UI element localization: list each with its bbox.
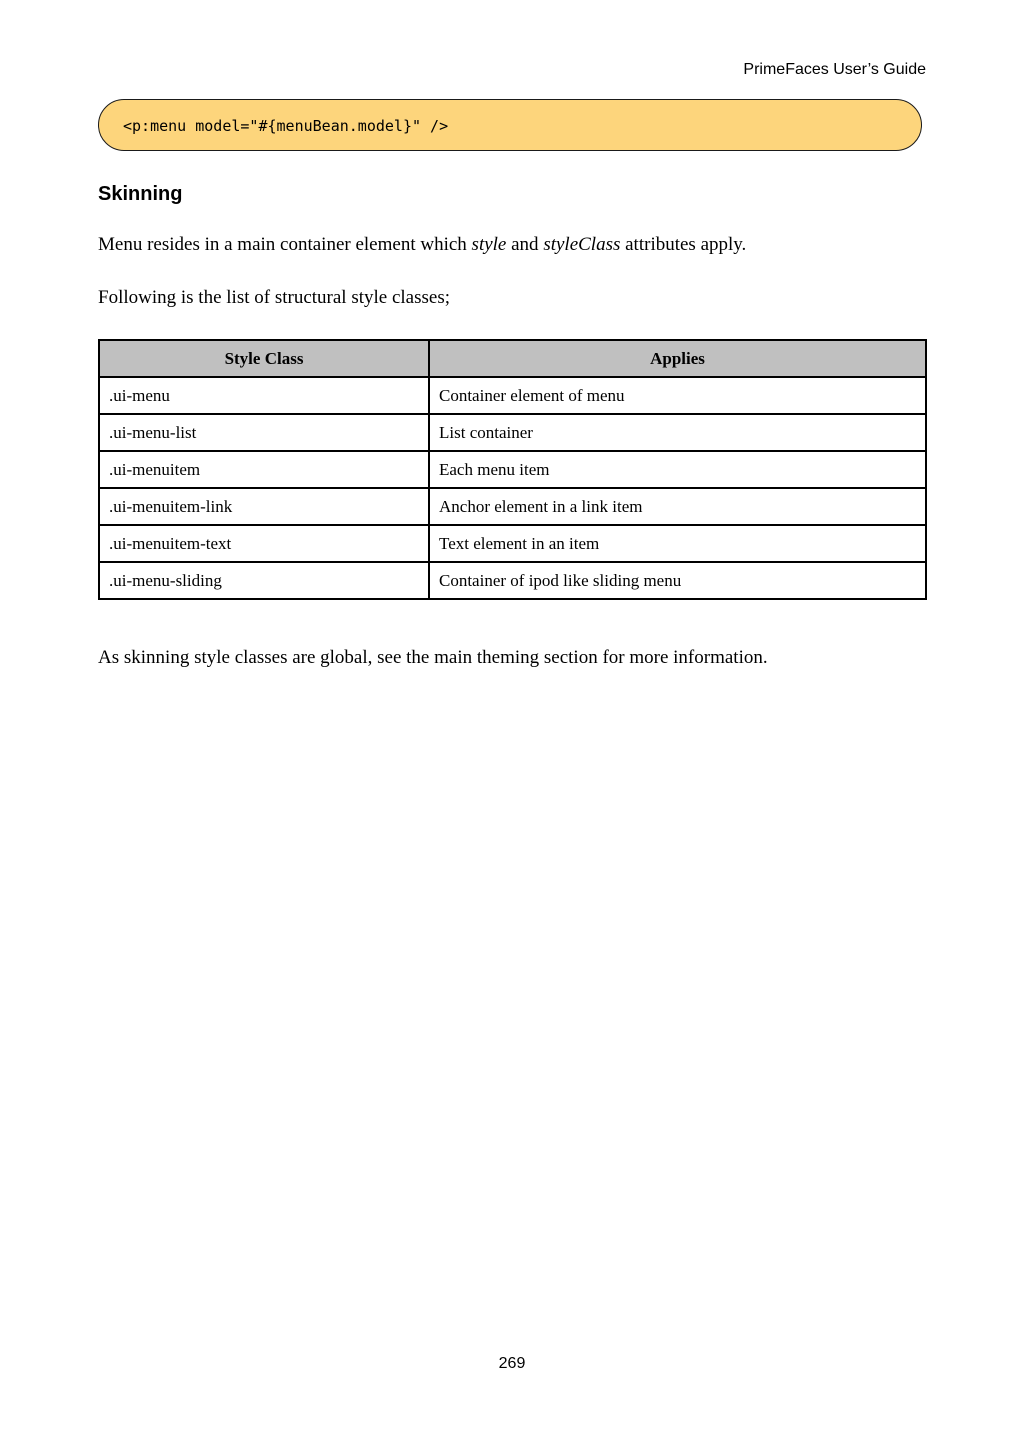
running-header: PrimeFaces User’s Guide: [743, 61, 926, 78]
style-class-cell: .ui-menuitem: [99, 451, 429, 488]
paragraph-text: and: [506, 234, 544, 255]
paragraph-theming-note: As skinning style classes are global, see the main theming section for more information.: [98, 647, 768, 668]
paragraph-text: Menu resides in a main container element which: [98, 234, 472, 255]
applies-cell: Each menu item: [429, 451, 926, 488]
paragraph-structural-classes: Following is the list of structural style classes;: [98, 287, 450, 308]
style-class-cell: .ui-menuitem-text: [99, 525, 429, 562]
code-snippet: <p:menu model="#{menuBean.model}" />: [98, 99, 922, 151]
column-header-style-class: Style Class: [99, 340, 429, 377]
paragraph-text: attributes apply.: [620, 234, 747, 255]
table-header-row: [99, 340, 926, 377]
table-row: [99, 414, 926, 451]
applies-cell: Text element in an item: [429, 525, 926, 562]
page-number: 269: [498, 1355, 526, 1372]
style-class-cell: .ui-menu-list: [99, 414, 429, 451]
applies-cell: Container element of menu: [429, 377, 926, 414]
style-class-table: [98, 339, 927, 600]
paragraph-menu-container: [98, 233, 746, 257]
applies-cell: Container of ipod like sliding menu: [429, 562, 926, 599]
style-class-cell: .ui-menuitem-link: [99, 488, 429, 525]
section-heading: Skinning: [98, 183, 183, 205]
column-header-applies: Applies: [429, 340, 926, 377]
styleclass-attribute-term: styleClass: [543, 234, 621, 255]
table-row: [99, 488, 926, 525]
style-attribute-term: style: [471, 234, 507, 255]
table-row: [99, 451, 926, 488]
applies-cell: List container: [429, 414, 926, 451]
table-row: [99, 562, 926, 599]
table-row: [99, 525, 926, 562]
table-row: [99, 377, 926, 414]
applies-cell: Anchor element in a link item: [429, 488, 926, 525]
style-class-cell: .ui-menu: [99, 377, 429, 414]
style-class-cell: .ui-menu-sliding: [99, 562, 429, 599]
